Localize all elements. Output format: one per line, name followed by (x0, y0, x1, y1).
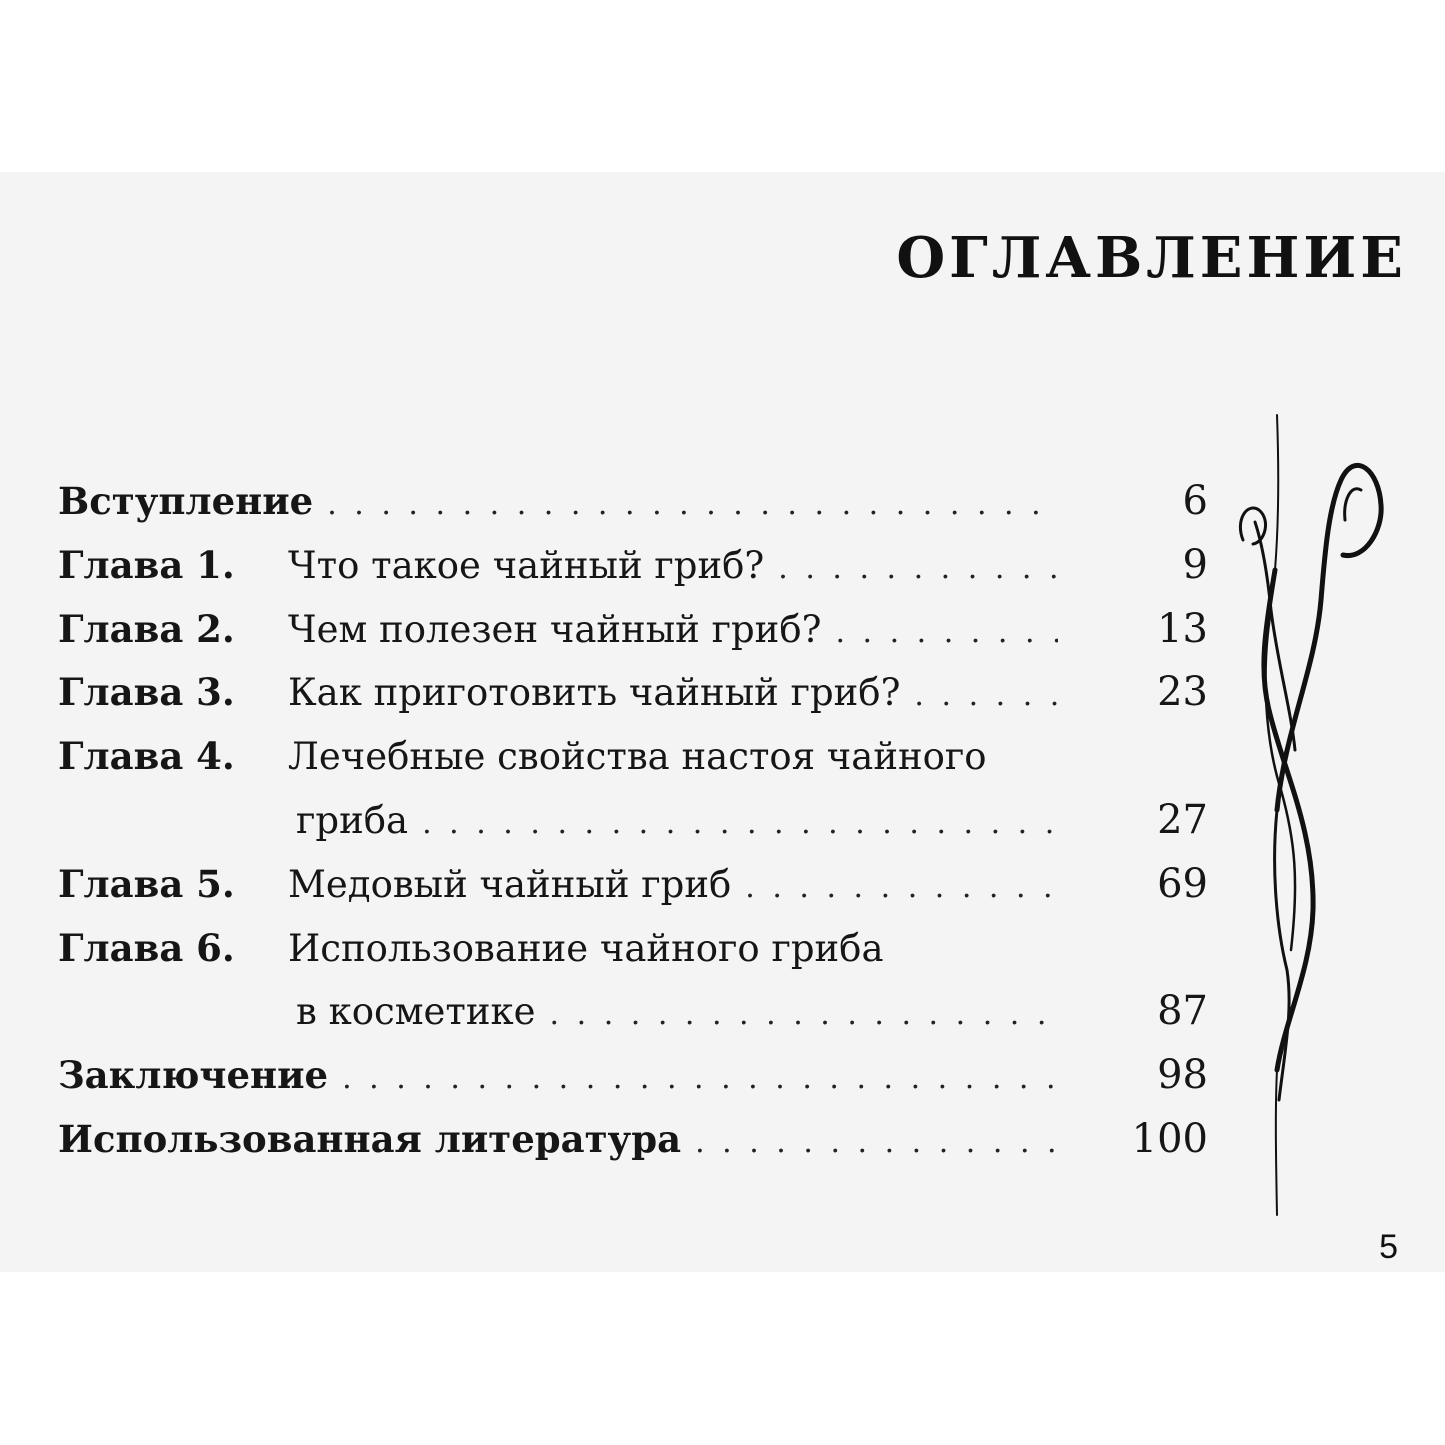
toc-chapter-label: Глава 2. (58, 606, 235, 651)
toc-entry-page: 100 (1131, 1115, 1208, 1162)
toc-chapter-label: Глава 6. (58, 925, 235, 970)
toc-entry-page: 13 (1157, 605, 1208, 652)
toc-entry-label: Заключение (58, 1053, 329, 1098)
toc-entry-literature[interactable] (58, 1108, 1208, 1172)
dot-leader (770, 537, 1058, 601)
toc-entry-page: 98 (1157, 1052, 1208, 1099)
toc-entry-page: 6 (1182, 478, 1208, 524)
toc-entry-page: 69 (1157, 860, 1208, 907)
dot-leader (737, 856, 1058, 920)
toc-entry-title-cont: в косметике (296, 990, 536, 1034)
toc-entry-chapter-3[interactable] (58, 661, 1208, 725)
dot-leader (542, 983, 1058, 1047)
toc-entry-label: Использованная литература (58, 1116, 682, 1161)
toc-entry-title: Что такое чайный гриб? (288, 543, 765, 587)
toc-entry-chapter-4-cont[interactable] (58, 789, 1208, 853)
toc-entry-chapter-6-cont[interactable] (58, 980, 1208, 1044)
toc-entry-title: Как приготовить чайный гриб? (288, 671, 901, 715)
toc-entry-label: Вступление (58, 479, 314, 523)
dot-leader (687, 1111, 1058, 1175)
toc-entry-title: Чем полезен чайный гриб? (288, 607, 822, 651)
table-of-contents (58, 470, 1208, 1172)
toc-entry-intro[interactable] (58, 470, 1208, 534)
dot-leader (334, 1047, 1058, 1111)
toc-entry-chapter-6[interactable] (58, 917, 1208, 981)
toc-entry-conclusion[interactable] (58, 1044, 1208, 1108)
flourish-ornament-icon (1225, 410, 1395, 1220)
dot-leader (906, 664, 1058, 728)
toc-entry-title: Использование чайного гриба (288, 926, 884, 970)
dot-leader (827, 601, 1058, 665)
toc-entry-chapter-4[interactable] (58, 725, 1208, 789)
toc-entry-page: 23 (1157, 669, 1208, 716)
page-number: 5 (1379, 1228, 1398, 1266)
toc-entry-page: 87 (1157, 988, 1208, 1035)
dot-leader (414, 792, 1058, 856)
toc-entry-title-cont: гриба (296, 798, 409, 842)
toc-entry-page: 9 (1182, 541, 1208, 588)
toc-entry-chapter-1[interactable] (58, 534, 1208, 598)
toc-entry-chapter-2[interactable] (58, 598, 1208, 662)
toc-entry-title: Лечебные свойства настоя чайного (288, 735, 987, 779)
toc-entry-page: 27 (1157, 796, 1208, 843)
toc-entry-title: Медовый чайный гриб (288, 862, 732, 906)
toc-chapter-label: Глава 3. (58, 670, 235, 715)
page-title: ОГЛАВЛЕНИЕ (896, 225, 1407, 291)
toc-chapter-label: Глава 1. (58, 542, 235, 587)
toc-chapter-label: Глава 4. (58, 734, 235, 779)
toc-chapter-label: Глава 5. (58, 861, 235, 906)
toc-entry-chapter-5[interactable] (58, 853, 1208, 917)
dot-leader (319, 473, 1058, 537)
